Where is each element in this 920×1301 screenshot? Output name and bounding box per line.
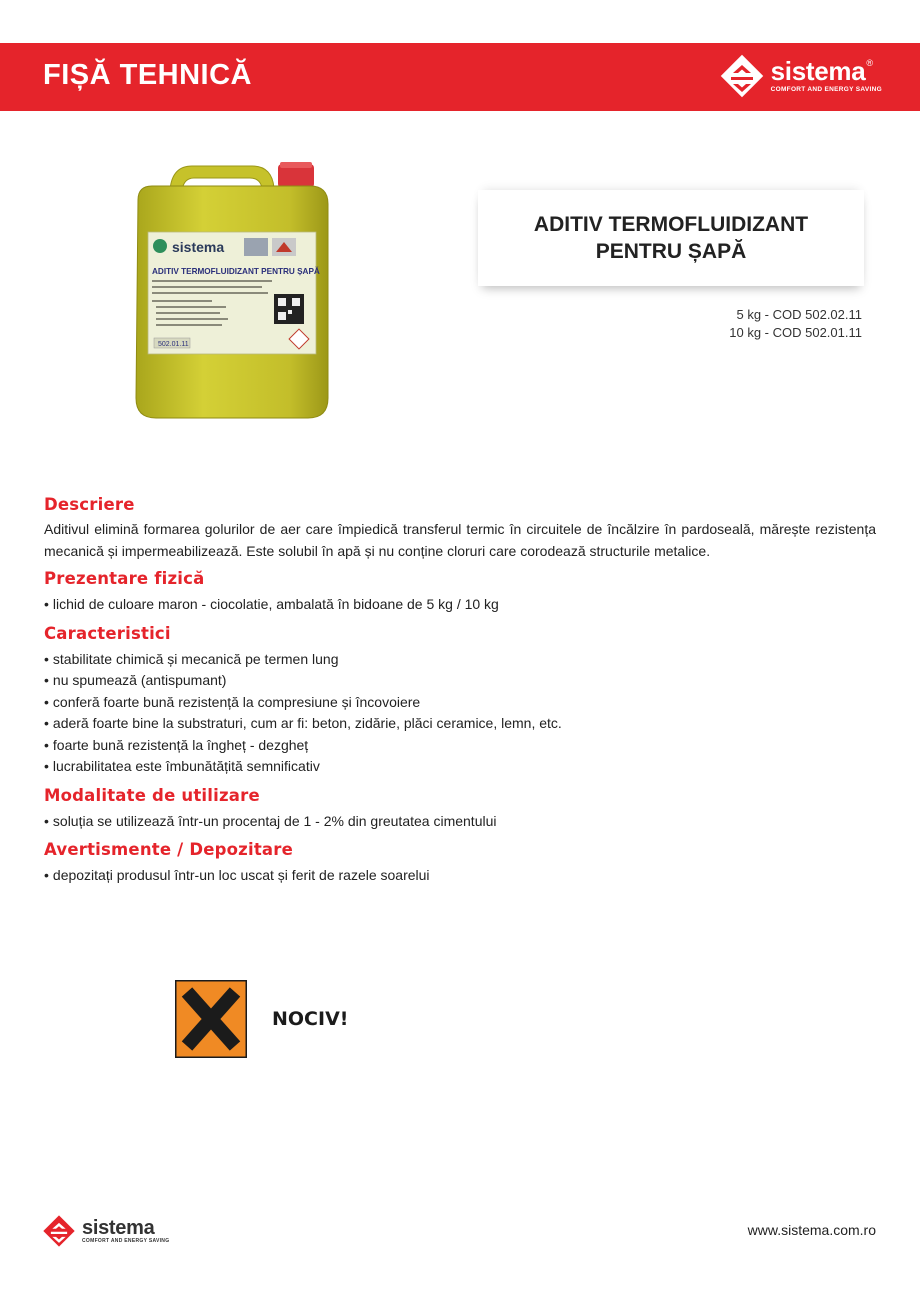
website-link[interactable]: www.sistema.com.ro <box>747 1222 876 1238</box>
brand-name: sistema <box>770 56 866 86</box>
content <box>44 495 876 895</box>
caracteristici-list <box>44 649 876 778</box>
prezentare-list <box>44 594 876 616</box>
brand-logo <box>719 53 882 99</box>
header-bar <box>0 43 920 111</box>
registered-mark: ® <box>866 58 873 68</box>
harmful-x-icon <box>175 980 247 1058</box>
code-10kg: 10 kg - COD 502.01.11 <box>729 325 862 340</box>
list-item: • lucrabilitatea este îmbunătățită semnificativ <box>44 756 876 778</box>
warning-label: NOCIV! <box>272 1008 349 1030</box>
code-5kg: 5 kg - COD 502.02.11 <box>736 307 862 322</box>
label-brand: sistema <box>172 239 225 255</box>
utilizare-list <box>44 811 876 833</box>
list-item: • aderă foarte bine la substraturi, cum ar fi: beton, zidărie, plăci ceramice, lemn, etc. <box>44 713 876 735</box>
section-title-utilizare: Modalitate de utilizare <box>44 785 260 805</box>
brand-tagline: COMFORT AND ENERGY SAVING <box>770 86 882 93</box>
page-title: FIȘĂ TEHNICĂ <box>43 59 252 91</box>
product-codes <box>729 306 862 342</box>
section-title-avertismente: Avertismente / Depozitare <box>44 840 293 859</box>
product-title-card <box>478 190 864 286</box>
list-item: • foarte bună rezistență la îngheț - dezgheț <box>44 735 876 757</box>
product-title-line2: PENTRU ȘAPĂ <box>595 240 747 263</box>
section-title-descriere: Descriere <box>44 495 135 514</box>
list-item: • conferă foarte bună rezistență la compresiune și încovoiere <box>44 692 876 714</box>
list-item: • stabilitate chimică și mecanică pe termen lung <box>44 649 876 671</box>
footer-brand-logo <box>42 1214 169 1248</box>
list-item: • soluția se utilizează într-un procentaj de 1 - 2% din greutatea cimentului <box>44 811 876 833</box>
footer-brand-tagline: COMFORT AND ENERGY SAVING <box>82 1237 170 1244</box>
section-title-caracteristici: Caracteristici <box>44 623 171 643</box>
product-title-line1: ADITIV TERMOFLUIDIZANT <box>533 213 809 236</box>
list-item: • depozitați produsul într-un loc uscat și ferit de razele soarelui <box>44 865 876 887</box>
footer-brand-name: sistema <box>82 1216 155 1239</box>
sistema-logo-icon <box>42 1214 76 1248</box>
section-title-prezentare: Prezentare fizică <box>44 569 205 588</box>
label-code: 502.01.11 <box>158 341 189 348</box>
label-title: ADITIV TERMOFLUIDIZANT PENTRU ȘAPĂ <box>152 267 320 276</box>
list-item: • lichid de culoare maron - ciocolatie, ambalată în bidoane de 5 kg / 10 kg <box>44 594 876 616</box>
sistema-logo-icon <box>719 53 765 99</box>
list-item: • nu spumează (antispumant) <box>44 670 876 692</box>
descriere-text: Aditivul elimină formarea golurilor de aer care împiedică transferul termic în circuitele de încălzire în pardoseală, mărește rezistența mecanică și impermeabilizează. Este solubil în apă și nu conține cloruri care corodează structurile metalice. <box>44 521 876 559</box>
product-canister-image <box>132 160 332 422</box>
avertismente-list <box>44 865 876 887</box>
